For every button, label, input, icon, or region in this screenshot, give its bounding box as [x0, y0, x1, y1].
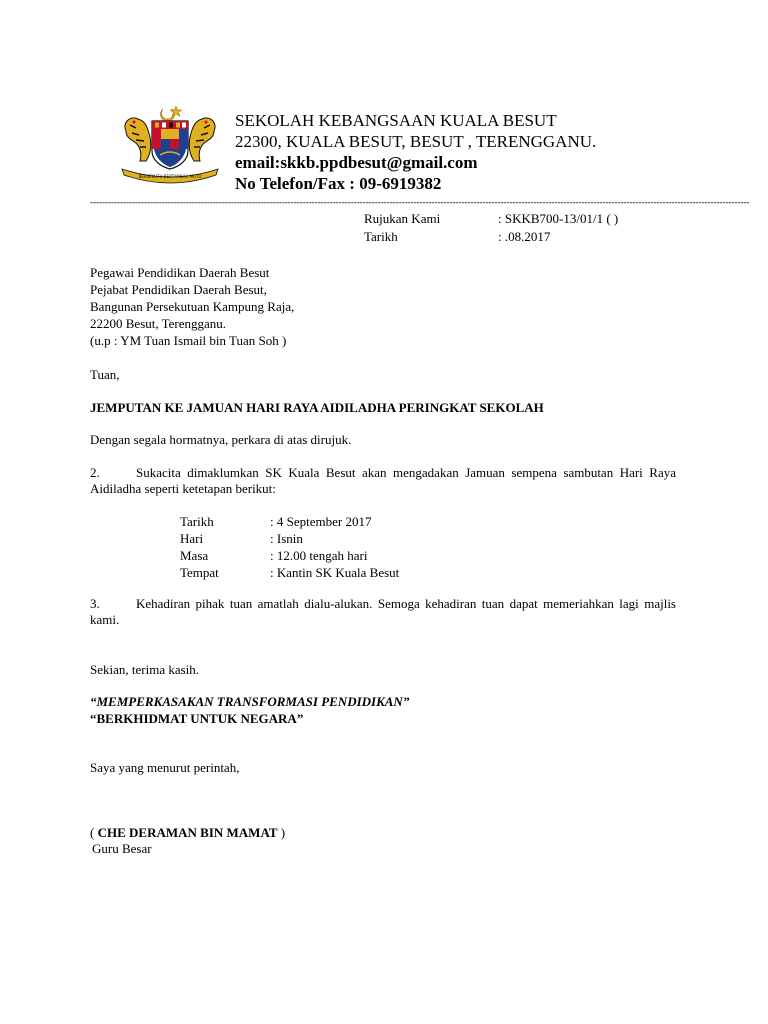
detail-row: [180, 548, 480, 565]
school-email: email:skkb.ppdbesut@gmail.com: [235, 153, 478, 172]
detail-value: : 12.00 tengah hari: [270, 548, 368, 563]
salutation: Tuan,: [90, 367, 120, 382]
detail-value: : Kantin SK Kuala Besut: [270, 565, 400, 580]
ref-value: : SKKB700-13/01/1 ( ): [498, 211, 619, 226]
ref-label: Rujukan Kami: [364, 211, 441, 226]
school-name: SEKOLAH KEBANGSAAN KUALA BESUT: [235, 111, 557, 130]
subject-line: JEMPUTAN KE JAMUAN HARI RAYA AIDILADHA PERINGKAT SEKOLAH: [90, 400, 544, 415]
detail-label: Hari: [180, 531, 204, 546]
detail-row: [180, 565, 480, 582]
detail-label: Tarikh: [180, 514, 214, 529]
detail-row: [180, 531, 480, 548]
detail-value: : 4 September 2017: [270, 514, 372, 529]
paragraph-number: 3.: [90, 596, 100, 611]
recipient-line: (u.p : YM Tuan Ismail bin Tuan Soh ): [90, 333, 287, 348]
crest-logo: [116, 103, 224, 183]
recipient-line: Pejabat Pendidikan Daerah Besut,: [90, 282, 267, 297]
closing-line: Sekian, terima kasih.: [90, 662, 200, 677]
slogan-primary: “MEMPERKASAKAN TRANSFORMASI PENDIDIKAN”: [90, 694, 410, 709]
recipient-line: Bangunan Persekutuan Kampung Raja,: [90, 299, 295, 314]
date-label: Tarikh: [364, 229, 398, 244]
paragraph-text: Kehadiran pihak tuan amatlah dialu-alukan. Semoga kehadiran tuan dapat memeriahkan lagi majlis kami.: [90, 596, 676, 627]
letterhead: [235, 110, 596, 194]
detail-label: Masa: [180, 548, 209, 563]
paren-open: (: [90, 825, 98, 840]
signatory-title: Guru Besar: [92, 841, 152, 856]
detail-label: Tempat: [180, 565, 219, 580]
recipient-line: 22200 Besut, Terengganu.: [90, 316, 227, 331]
recipient-line: Pegawai Pendidikan Daerah Besut: [90, 265, 270, 280]
crest-motto: BERSEKUTU BERTAMBAH MUTU: [138, 174, 202, 179]
recipient-address: [90, 265, 294, 350]
date-value: : .08.2017: [498, 229, 551, 244]
detail-row: [180, 514, 480, 531]
event-details: [180, 514, 480, 582]
signatory-name-text: CHE DERAMAN BIN MAMAT: [97, 825, 278, 840]
slogan-secondary: “BERKHIDMAT UNTUK NEGARA”: [90, 711, 304, 726]
paragraph-text: Sukacita dimaklumkan SK Kuala Besut akan mengadakan Jamuan sempena sambutan Hari Raya Aidiladha seperti ketetapan berikut:: [90, 465, 676, 496]
paren-close: ): [277, 825, 286, 840]
school-phone: No Telefon/Fax : 09-6919382: [235, 174, 442, 193]
paragraph-2: [90, 465, 676, 497]
detail-value: : Isnin: [270, 531, 303, 546]
paragraph-number: 2.: [90, 465, 100, 480]
school-address: 22300, KUALA BESUT, BESUT , TERENGGANU.: [235, 132, 597, 151]
sign-off: Saya yang menurut perintah,: [90, 760, 240, 775]
reference-block: [364, 211, 664, 247]
signatory-name: [90, 825, 285, 841]
intro-paragraph: Dengan segala hormatnya, perkara di atas dirujuk.: [90, 432, 352, 447]
header-divider: ----------------------------------------------------------------------------------------------------------------------------------------------------------------------------------------------------------------------------: [90, 197, 750, 207]
paragraph-3: [90, 596, 676, 628]
